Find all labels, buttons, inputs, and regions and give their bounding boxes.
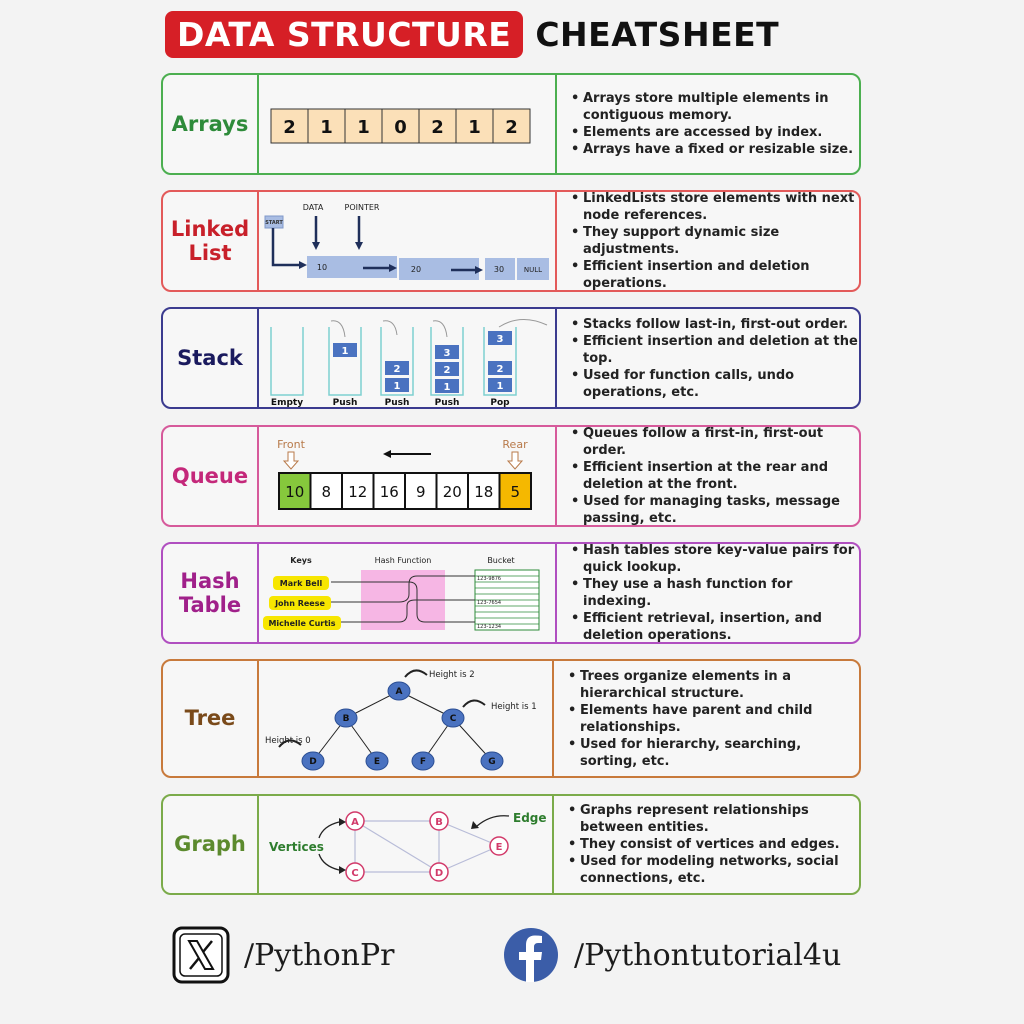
front-label: Front: [277, 438, 305, 451]
array-value: 1: [468, 117, 481, 138]
bullet: • Arrays have a fixed or resizable size.: [571, 141, 859, 158]
tree-node: G: [488, 757, 496, 767]
queue-diagram: [259, 427, 555, 525]
queue-value: 20: [442, 483, 462, 501]
svg-text:2: 2: [443, 365, 451, 376]
array-diagram: [259, 75, 555, 173]
bullet: • Trees organize elements in a hierarchical structure.: [568, 668, 859, 702]
stack-caption: Push: [332, 398, 358, 407]
array-value: 1: [357, 117, 370, 138]
stack-label: Stack: [177, 345, 243, 370]
bullet: • Arrays store multiple elements in contiguous memory.: [571, 90, 859, 124]
queue-value: 9: [415, 483, 426, 501]
tree-diagram: [259, 661, 555, 776]
array-value: 0: [394, 117, 407, 138]
pointer-label: POINTER: [344, 203, 380, 212]
bullet: • Used for modeling networks, social connections, etc.: [568, 853, 859, 887]
svg-text:2: 2: [496, 364, 504, 375]
array-value: 2: [283, 117, 296, 138]
graph-vertex: B: [435, 817, 443, 828]
tree-node: F: [419, 757, 427, 767]
bullet: • LinkedLists store elements with next node references.: [571, 190, 859, 224]
bullet: • Queues follow a first-in, first-out order.: [571, 425, 859, 459]
tree-node: A: [395, 687, 403, 697]
svg-text:3: 3: [496, 334, 504, 345]
bullet: • Stacks follow last-in, first-out order.: [571, 316, 859, 333]
x-logo-icon: [172, 926, 230, 984]
tree-description: [554, 661, 859, 776]
title-rest: CHEATSHEET: [535, 14, 780, 54]
facebook-logo-icon: [502, 926, 560, 984]
node-value: 30: [493, 265, 505, 274]
hash-key: Mark Bell: [279, 579, 323, 588]
hash-table-diagram: [259, 544, 555, 642]
vertices-label: Vertices: [269, 840, 324, 854]
bullet: • Elements are accessed by index.: [571, 124, 859, 141]
tree-node: C: [449, 714, 457, 724]
svg-text:1: 1: [393, 381, 401, 392]
tree-label: Tree: [184, 706, 236, 731]
bullet: • Efficient retrieval, insertion, and deletion operations.: [571, 610, 859, 644]
queue-description: [557, 427, 859, 525]
hash-key: Michelle Curtis: [268, 619, 336, 628]
queue-value: 10: [285, 483, 305, 501]
svg-text:3: 3: [443, 348, 451, 359]
tree-node: D: [309, 757, 317, 767]
svg-text:1: 1: [341, 346, 349, 357]
graph-card: [161, 794, 861, 895]
stack-description: [557, 309, 859, 407]
array-value: 2: [505, 117, 518, 138]
svg-text:1: 1: [443, 382, 451, 393]
stack-caption: Empty: [270, 398, 304, 407]
linked-list-label: Linked List: [170, 216, 250, 265]
queue-value: 18: [474, 483, 494, 501]
bullet: • They support dynamic size adjustments.: [571, 224, 859, 258]
tree-node: B: [342, 714, 350, 724]
graph-description: [554, 796, 859, 893]
queue-card: [161, 425, 861, 527]
x-handle-link[interactable]: [172, 926, 395, 984]
array-value: 1: [320, 117, 333, 138]
null-label: NULL: [523, 266, 543, 274]
bucket-value: 123-1234: [477, 624, 502, 630]
bullet: • They use a hash function for indexing.: [571, 576, 859, 610]
queue-value: 5: [510, 483, 521, 501]
linked-list-diagram: [259, 192, 555, 290]
edge-label: Edge: [513, 811, 547, 825]
height-label: Height is 2: [429, 670, 475, 680]
bullet: • They consist of vertices and edges.: [568, 836, 859, 853]
hash-key: John Reese: [275, 599, 325, 608]
linked-list-card: [161, 190, 861, 292]
facebook-handle-link[interactable]: [502, 926, 841, 984]
tree-card: [161, 659, 861, 778]
bucket-title: Bucket: [487, 556, 515, 565]
bullet: • Elements have parent and child relationships.: [568, 702, 859, 736]
hash-function-title: Hash Function: [374, 556, 432, 565]
height-label: Height is 1: [491, 702, 537, 712]
bullet: • Used for function calls, undo operations, etc.: [571, 367, 859, 401]
rear-label: Rear: [502, 438, 528, 451]
graph-diagram: [259, 796, 555, 893]
bullet: • Graphs represent relationships between entities.: [568, 802, 859, 836]
queue-value: 12: [348, 483, 368, 501]
title-highlight: DATA STRUCTURE: [165, 11, 523, 58]
graph-vertex: C: [351, 868, 359, 879]
queue-label: Queue: [171, 463, 249, 488]
graph-vertex: E: [495, 842, 503, 853]
stack-caption: Pop: [490, 398, 510, 407]
bucket-value: 123-7654: [477, 600, 502, 606]
hash-table-card: [161, 542, 861, 644]
bullet: • Efficient insertion and deletion operations.: [571, 258, 859, 292]
page-title: [165, 8, 779, 60]
linked-list-description: [557, 192, 859, 290]
queue-value: 16: [379, 483, 399, 501]
stack-diagram: [259, 309, 555, 407]
array-value: 2: [431, 117, 444, 138]
queue-value: 8: [321, 483, 332, 501]
svg-text:1: 1: [496, 381, 504, 392]
bullet: • Used for hierarchy, searching, sorting, etc.: [568, 736, 859, 770]
bullet: • Efficient insertion at the rear and deletion at the front.: [571, 459, 859, 493]
node-value: 10: [316, 263, 328, 272]
hash-table-label: Hash Table: [178, 568, 242, 617]
bullet: • Hash tables store key-value pairs for quick lookup.: [571, 542, 859, 576]
bullet: • Efficient insertion and deletion at the top.: [571, 333, 859, 367]
tree-node: E: [373, 757, 381, 767]
arrays-label: Arrays: [171, 111, 249, 136]
svg-text:2: 2: [393, 364, 401, 375]
keys-title: Keys: [290, 556, 312, 565]
height-label: Height is 0: [265, 736, 311, 746]
graph-label: Graph: [174, 832, 246, 857]
bullet: • Used for managing tasks, message passing, etc.: [571, 493, 859, 527]
start-label: START: [265, 220, 283, 226]
graph-vertex: D: [434, 868, 444, 879]
arrays-card: [161, 73, 861, 175]
stack-card: [161, 307, 861, 409]
arrays-description: [557, 75, 859, 173]
bucket-value: 123-9876: [477, 576, 502, 582]
hash-table-description: [557, 544, 859, 642]
stack-caption: Push: [434, 398, 460, 407]
data-label: DATA: [302, 203, 324, 212]
node-value: 20: [410, 265, 422, 274]
facebook-handle: /Pythontutorial4u: [574, 937, 842, 973]
x-handle: /PythonPr: [244, 937, 395, 973]
stack-caption: Push: [384, 398, 410, 407]
graph-vertex: A: [351, 817, 359, 828]
